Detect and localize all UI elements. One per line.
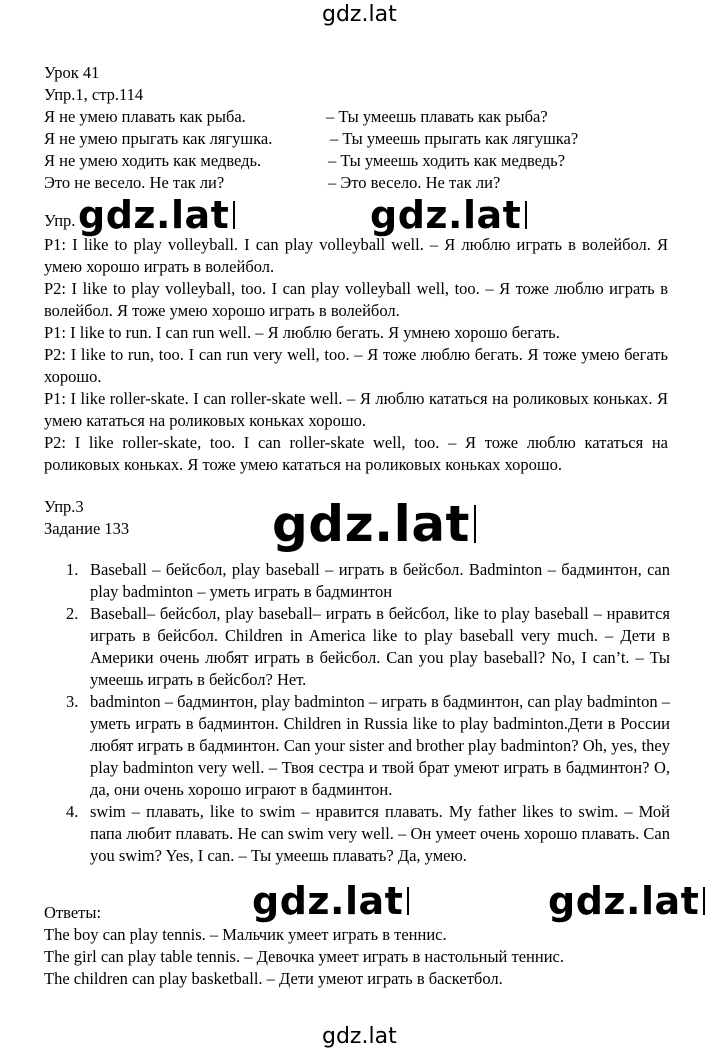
exercise-1 (44, 106, 674, 194)
ex1-left: Это не весело. Не так ли? (44, 173, 225, 192)
ex1-left: Я не умею прыгать как лягушка. (44, 129, 273, 148)
watermark-center: gdz.lat (272, 495, 470, 553)
item-text: badminton – бадминтон, play badminton – играть в бадминтон, can play badminton – уметь играть в бадминтон. Children in Russia like to play badminton.Дети в России любят играть в бадминтон. Can your sister and brother play badminton? Oh, yes, they play badminton very well. – Твоя сестра и твой брат умеют играть в бадминтон? О, да, они очень хорошо играют в бадминтон. (90, 692, 670, 799)
item-number: 3. (66, 692, 79, 711)
answer-line: The boy can play tennis. – Мальчик умеет играть в теннис. (44, 925, 447, 944)
ex3-task: Задание 133 (44, 519, 130, 538)
dialog-line: P2: I like to play volleyball, too. I can play volleyball well, too. – Я тоже люблю играть в волейбол. Я тоже умею хорошо играть в волейбол. (44, 279, 668, 320)
ex1-row (44, 128, 674, 150)
item-number: 4. (66, 802, 79, 821)
item-text: swim – плавать, like to swim – нравится плавать. My father likes to swim. – Мой папа любит плавать. He can swim very well. – Он умеет очень хорошо плавать. Can you swim? Yes, I can. – Ты умеешь плавать? Да, умею. (90, 802, 670, 865)
answers (44, 902, 674, 990)
dialog-line: P1: I like to run. I can run well. – Я люблю бегать. Я умнею хорошо бегать. (44, 323, 560, 342)
watermark-mid-left: gdz.lat (78, 193, 230, 237)
ex1-left: Я не умею ходить как медведь. (44, 151, 262, 170)
item-text: Baseball– бейсбол, play baseball– играть в бейсбол, like to play baseball – нравится играть в бейсбол. Children in America like to play baseball very much. – Дети в Америки очень любят играть в бейсбол. Can you play baseball? No, I can’t. – Ты умеешь играть в бейсбол? Нет. (90, 604, 670, 689)
ex1-row (44, 106, 674, 128)
dialog-line: P2: I like roller-skate, too. I can roller-skate well, too. – Я тоже люблю кататься на роликовых коньках. Я тоже умею кататься на роликовых коньках хорошо. (44, 433, 668, 474)
ex1-right: – Ты умеешь ходить как медведь? (328, 151, 566, 170)
answer-line: The girl can play table tennis. – Девочка умеет играть в настольный теннис. (44, 947, 564, 966)
item-number: 1. (66, 560, 79, 579)
item-number: 2. (66, 604, 79, 623)
ex1-left: Я не умею плавать как рыба. (44, 107, 246, 126)
dialog-line: P1: I like to play volleyball. I can play volleyball well. – Я люблю играть в волейбол. Я умею хорошо играть в волейбол. (44, 235, 668, 276)
ex1-right: – Ты умеешь плавать как рыба? (326, 107, 548, 126)
ex1-row (44, 172, 674, 194)
answer-line: The children can play basketball. – Дети умеют играть в баскетбол. (44, 969, 503, 988)
item-text: Baseball – бейсбол, play baseball – играть в бейсбол. Badminton – бадминтон, can play badminton – уметь играть в бадминтон (90, 560, 670, 601)
answers-label: Ответы: (44, 903, 102, 922)
exercise-3-list (44, 559, 670, 867)
header (44, 62, 674, 106)
list-item (44, 691, 670, 801)
ex2-label: Упр. (44, 211, 76, 230)
dialog-line: P2: I like to run, too. I can run very well, too. – Я тоже люблю бегать. Я тоже умею бегать хорошо. (44, 345, 668, 386)
list-item (44, 801, 670, 867)
watermark-mid-right: gdz.lat (370, 193, 522, 237)
watermark-top: gdz.lat (322, 2, 397, 27)
exercise-ref: Упр.1, стр.114 (44, 85, 144, 104)
lesson-title: Урок 41 (44, 63, 100, 82)
exercise-2 (44, 234, 668, 476)
ex3-label: Упр.3 (44, 497, 84, 516)
dialog-line: P1: I like roller-skate. I can roller-skate well. – Я люблю кататься на роликовых коньках. Я умею кататься на роликовых коньках хорошо. (44, 389, 668, 430)
watermark-bottom: gdz.lat (322, 1024, 397, 1049)
list-item (44, 603, 670, 691)
ex1-row (44, 150, 674, 172)
ex1-right: – Ты умеешь прыгать как лягушка? (330, 129, 579, 148)
watermark-low-right: gdz.lat (548, 879, 700, 923)
list-item (44, 559, 670, 603)
watermark-low-left: gdz.lat (252, 879, 404, 923)
ex1-right: – Это весело. Не так ли? (328, 173, 501, 192)
